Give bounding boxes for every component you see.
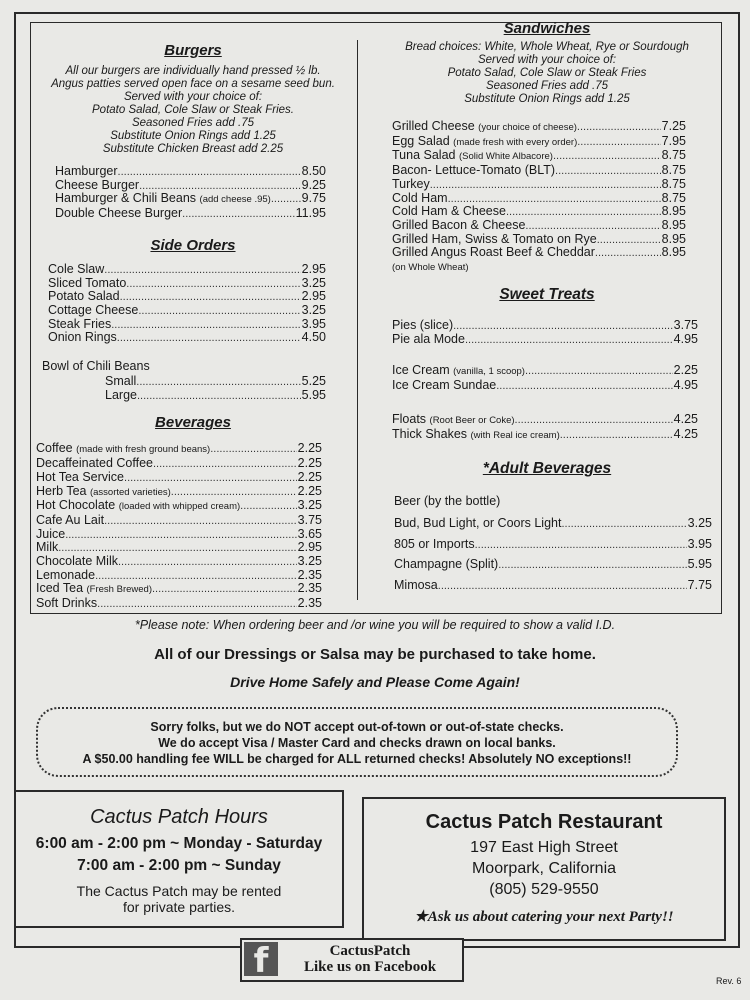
facebook-badge[interactable] xyxy=(240,938,464,982)
hours-title: Cactus Patch Hours xyxy=(90,806,268,828)
menu-item: Turkey ..... 8.75 xyxy=(392,178,686,192)
burger-note: Substitute Onion Rings add 1.25 xyxy=(110,130,276,142)
facebook-icon: f xyxy=(244,942,278,976)
menu-item: Grilled Angus Roast Beef & Cheddar ..... 8.95 xyxy=(392,246,686,260)
menu-item: Potato Salad ..... 2.95 xyxy=(48,290,326,304)
menu-item: Mimosa ..... 7.75 xyxy=(394,576,712,597)
burgers-notes xyxy=(48,65,338,156)
left-column xyxy=(36,42,338,611)
menu-item: Steak Fries ..... 3.95 xyxy=(48,318,326,332)
facebook-page-name: CactusPatch xyxy=(329,943,411,959)
sandwiches-notes xyxy=(382,41,712,106)
menu-item: Double Cheese Burger ..... 11.95 xyxy=(55,207,326,221)
dressings-note: All of our Dressings or Salsa may be purchased to take home. xyxy=(154,646,596,663)
menu-item: Cold Ham ..... 8.75 xyxy=(392,192,686,206)
rental-note: The Cactus Patch may be rented xyxy=(76,883,282,899)
menu-item: Thick Shakes (with Real ice cream) ..... 4.25 xyxy=(392,428,698,443)
restaurant-phone: (805) 529-9550 xyxy=(489,881,599,898)
beverages-list xyxy=(36,442,338,610)
check-policy-line: A $50.00 handling fee WILL be charged for ALL returned checks! Absolutely NO exceptions!! xyxy=(82,752,632,766)
menu-item: Grilled Ham, Swiss & Tomato on Rye ..... 8.95 xyxy=(392,233,686,247)
id-note: *Please note: When ordering beer and /or wine you will be required to show a valid I.D. xyxy=(134,618,616,632)
column-divider xyxy=(357,40,358,600)
menu-item: Grilled Cheese (your choice of cheese) ..... 7.25 xyxy=(392,120,686,135)
drive-safely-note: Drive Home Safely and Please Come Again! xyxy=(230,674,520,690)
menu-item: Grilled Bacon & Cheese ..... 8.95 xyxy=(392,219,686,233)
menu-item: Cole Slaw ..... 2.95 xyxy=(48,263,326,277)
menu-item: Cafe Au Lait ..... 3.75 xyxy=(36,514,322,528)
right-column xyxy=(382,20,712,596)
facebook-text xyxy=(282,943,458,975)
menu-item: Champagne (Split) ..... 5.95 xyxy=(394,555,712,576)
burger-note: Angus patties served open face on a sesame seed bun. xyxy=(51,78,335,90)
menu-item: Decaffeinated Coffee ..... 2.25 xyxy=(36,457,322,471)
sandwiches-heading: Sandwiches xyxy=(503,20,591,37)
menu-item: Ice Cream Sundae ..... 4.95 xyxy=(392,379,698,393)
menu-item: Hamburger & Chili Beans (add cheese .95) ..... 9.75 xyxy=(55,192,326,207)
hours-box xyxy=(14,790,344,928)
sandwich-note: Seasoned Fries add .75 xyxy=(485,80,609,92)
menu-item: Sliced Tomato ..... 3.25 xyxy=(48,277,326,291)
catering-note: ★Ask us about catering your next Party!! xyxy=(414,909,674,925)
menu-item: Hamburger ..... 8.50 xyxy=(55,165,326,179)
menu-item: Chocolate Milk ..... 3.25 xyxy=(36,555,322,569)
menu-item: Soft Drinks ..... 2.35 xyxy=(36,597,322,611)
menu-item: Egg Salad (made fresh with every order) ..... 7.95 xyxy=(392,135,686,150)
sandwich-note: Bread choices: White, Whole Wheat, Rye or Sourdough xyxy=(405,41,689,53)
menu-item: Coffee (made with fresh ground beans) ..... 2.25 xyxy=(36,442,322,457)
sandwich-note: Potato Salad, Cole Slaw or Steak Fries xyxy=(447,67,647,79)
menu-item: Iced Tea (Fresh Brewed) ..... 2.35 xyxy=(36,582,322,597)
menu-item: Lemonade ..... 2.35 xyxy=(36,569,322,583)
menu-item: Milk ..... 2.95 xyxy=(36,541,322,555)
menu-item: 805 or Imports ..... 3.95 xyxy=(394,535,712,556)
menu-item: Pies (slice) ..... 3.75 xyxy=(392,319,698,333)
menu-item: Onion Rings ..... 4.50 xyxy=(48,331,326,345)
burgers-list xyxy=(48,165,338,221)
restaurant-city: Moorpark, California xyxy=(471,860,617,877)
check-policy-box xyxy=(36,707,678,777)
chili-list xyxy=(48,375,338,402)
beverages-heading: Beverages xyxy=(155,414,231,432)
menu-item: Juice ..... 3.65 xyxy=(36,528,322,542)
sandwich-note: Substitute Onion Rings add 1.25 xyxy=(464,93,630,105)
burger-note: All our burgers are individually hand pressed ½ lb. xyxy=(65,65,321,77)
sides-list xyxy=(48,263,338,345)
sandwiches-list xyxy=(382,120,712,273)
treats-list xyxy=(382,319,712,442)
menu-item: Cheese Burger ..... 9.25 xyxy=(55,179,326,193)
menu-item: Herb Tea (assorted varieties) ..... 2.25 xyxy=(36,485,322,500)
restaurant-address: 197 East High Street xyxy=(470,839,618,856)
menu-item: Pie ala Mode ..... 4.95 xyxy=(392,333,698,347)
burgers-heading: Burgers xyxy=(164,42,222,59)
chili-heading: Bowl of Chili Beans xyxy=(42,359,150,374)
adult-beverages-heading: *Adult Beverages xyxy=(482,460,612,478)
menu-item: Large ..... 5.95 xyxy=(105,389,326,403)
menu-item: Floats (Root Beer or Coke) ..... 4.25 xyxy=(392,413,698,428)
burger-note: Served with your choice of: xyxy=(123,91,263,103)
menu-item: Bud, Bud Light, or Coors Light ..... 3.25 xyxy=(394,514,712,535)
side-orders-heading: Side Orders xyxy=(150,236,236,254)
menu-item: Small ..... 5.25 xyxy=(105,375,326,389)
beer-label: Beer (by the bottle) xyxy=(394,494,501,509)
menu-item: Cottage Cheese ..... 3.25 xyxy=(48,304,326,318)
whole-wheat-note: (on Whole Wheat) xyxy=(392,262,469,274)
hours-weekday: 6:00 am - 2:00 pm ~ Monday - Saturday xyxy=(35,835,323,852)
burger-note: Potato Salad, Cole Slaw or Steak Fries. xyxy=(92,104,294,116)
check-policy-line: Sorry folks, but we do NOT accept out-of-town or out-of-state checks. xyxy=(150,720,564,734)
menu-item: Cold Ham & Cheese ..... 8.95 xyxy=(392,205,686,219)
adult-list xyxy=(382,514,712,596)
menu-item: Ice Cream (vanilla, 1 scoop) ..... 2.25 xyxy=(392,364,698,379)
menu-item: Tuna Salad (Solid White Albacore) ..... 8.75 xyxy=(392,149,686,164)
rental-note: for private parties. xyxy=(122,899,236,915)
hours-sunday: 7:00 am - 2:00 pm ~ Sunday xyxy=(77,857,281,874)
revision-label: Rev. 6 xyxy=(716,976,742,986)
menu-item: Hot Tea Service ..... 2.25 xyxy=(36,471,322,485)
menu-item: Bacon- Lettuce-Tomato (BLT) ..... 8.75 xyxy=(392,164,686,178)
menu-item: Hot Chocolate (loaded with whipped cream) ..... 3.25 xyxy=(36,499,322,514)
sandwich-note: Served with your choice of: xyxy=(477,54,617,66)
burger-note: Substitute Chicken Breast add 2.25 xyxy=(102,143,284,155)
restaurant-name: Cactus Patch Restaurant xyxy=(425,811,663,833)
restaurant-box xyxy=(362,797,726,941)
check-policy-line: We do accept Visa / Master Card and checks drawn on local banks. xyxy=(158,736,556,750)
facebook-like-label: Like us on Facebook xyxy=(303,959,437,975)
burger-note: Seasoned Fries add .75 xyxy=(131,117,255,129)
sweet-treats-heading: Sweet Treats xyxy=(499,286,595,304)
